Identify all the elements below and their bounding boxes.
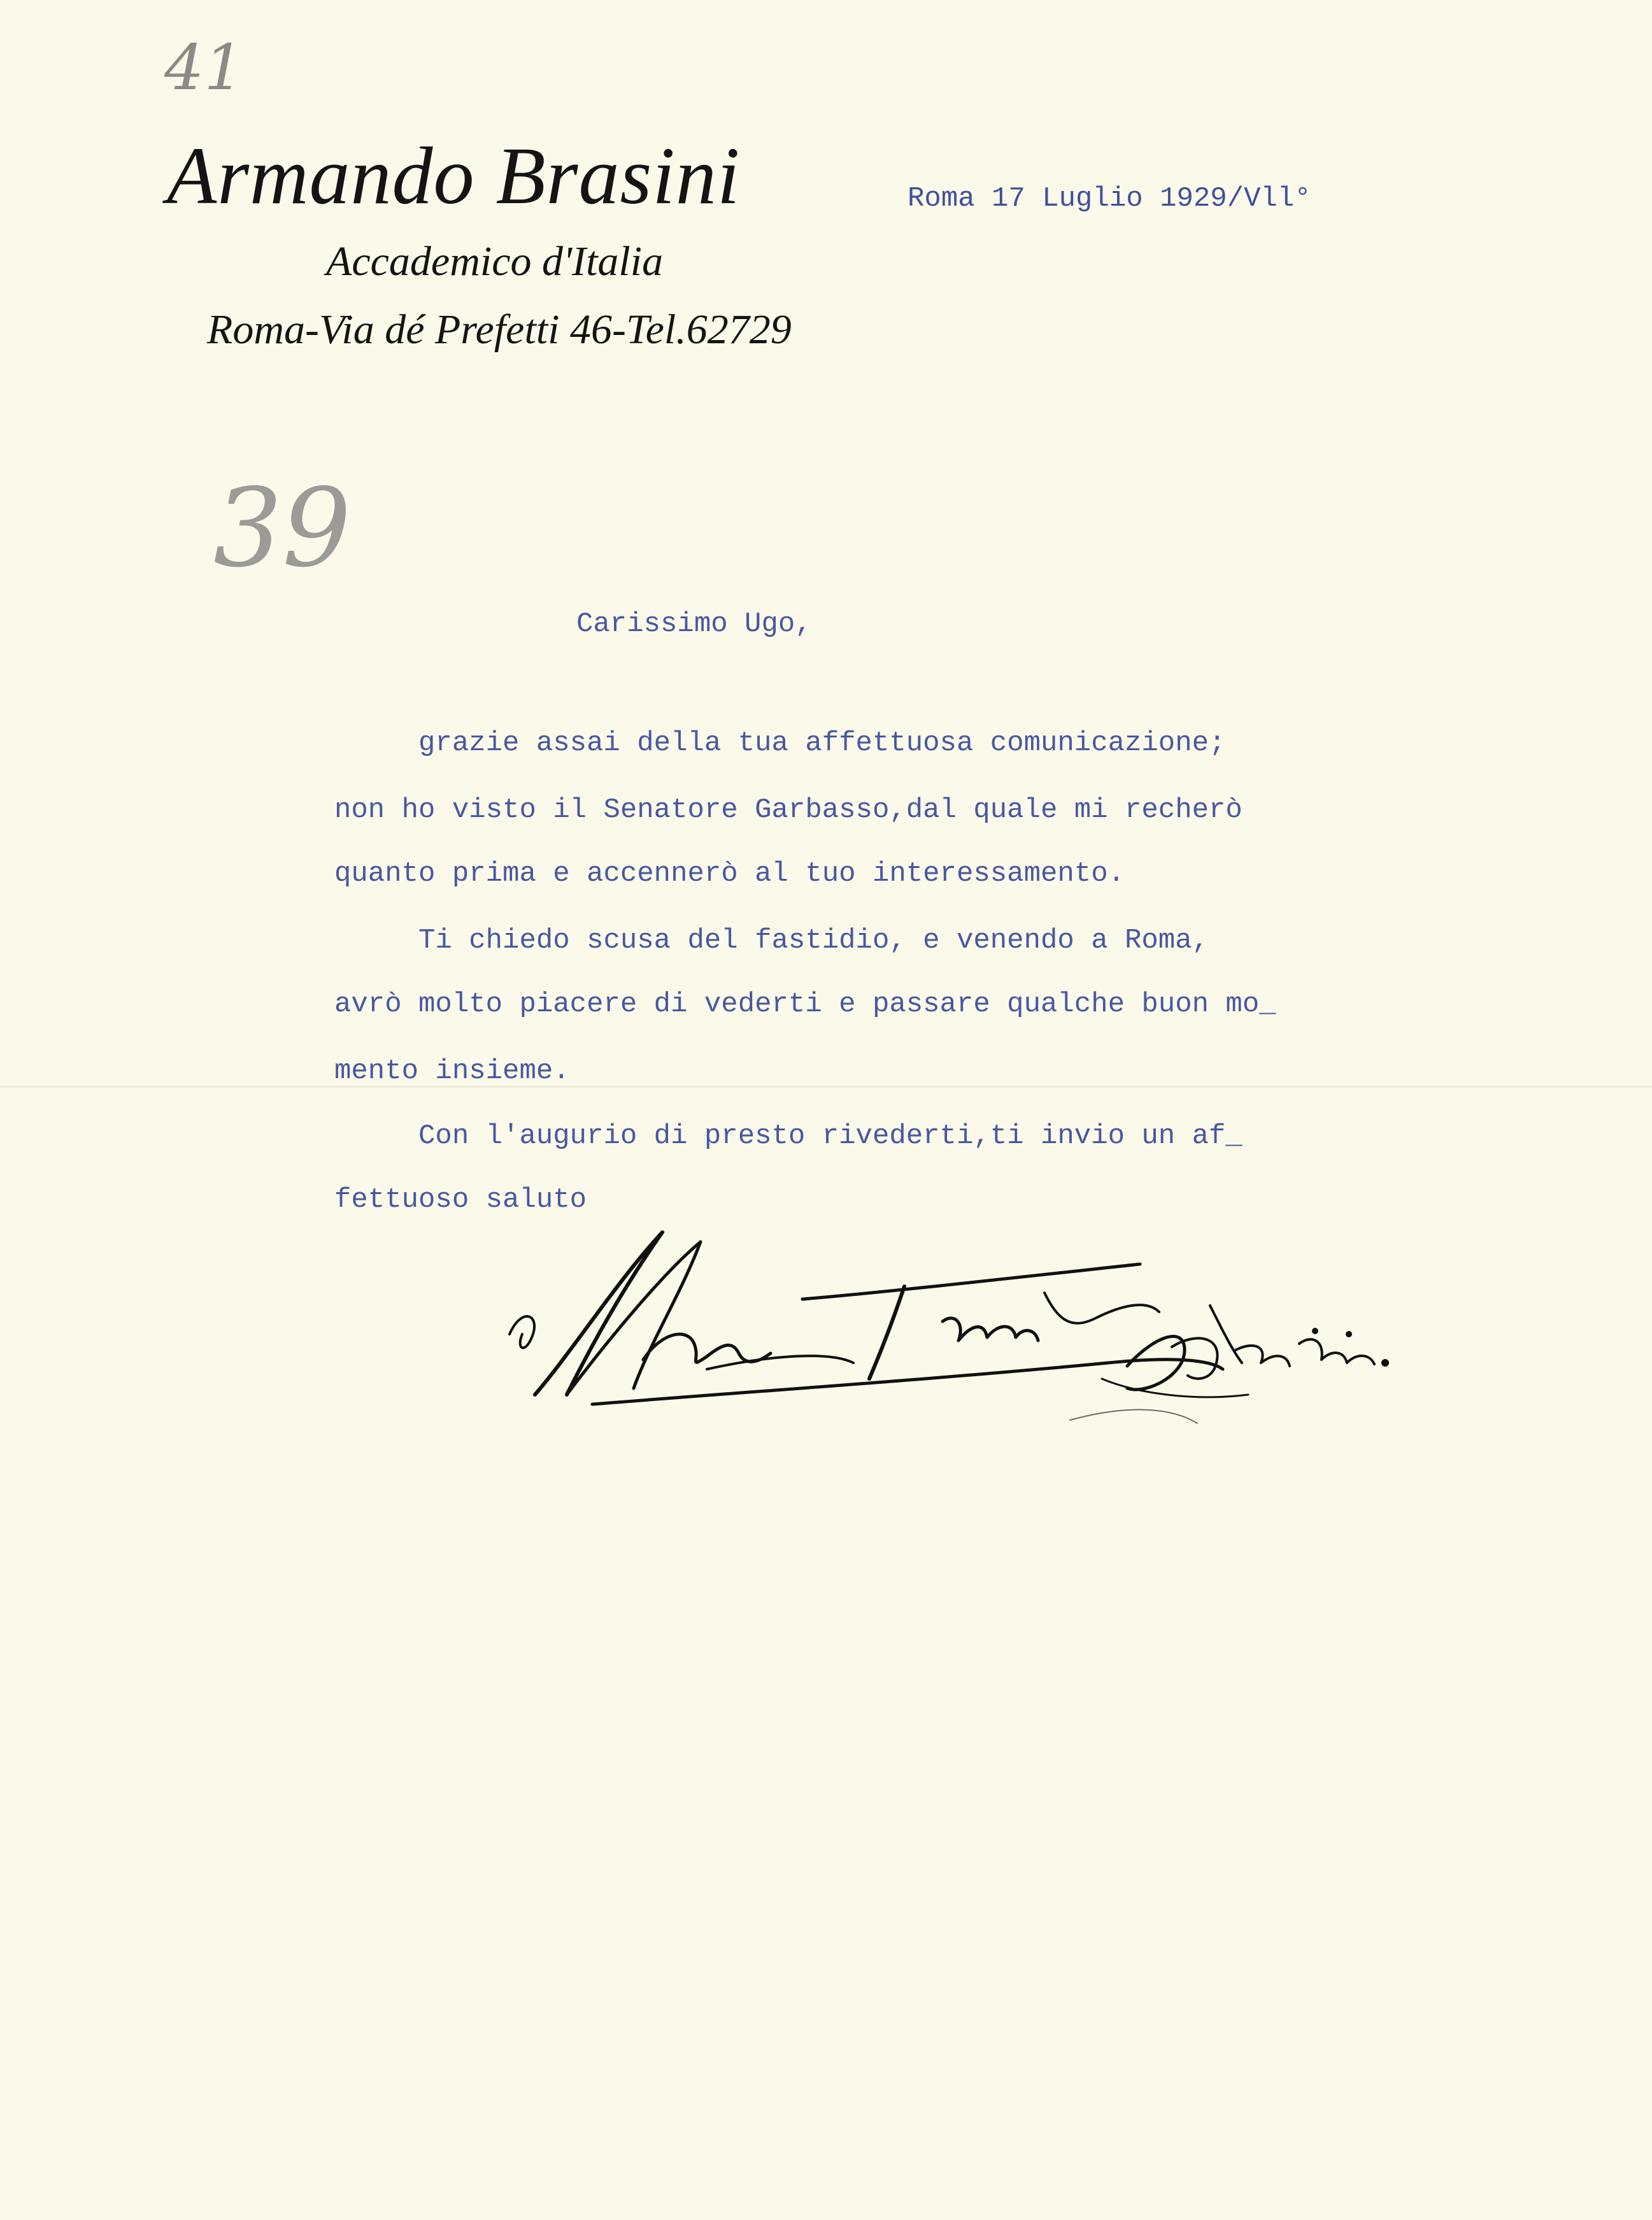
body-line-4: Ti chiedo scusa del fastidio, e venendo a Roma, [334,925,1209,957]
date-line: Roma 17 Luglio 1929/Vll° [908,183,1311,215]
pencil-annotation-middle: 39 [213,466,352,592]
paper-fold-line [0,1086,1652,1088]
body-line-7: Con l'augurio di presto rivederti,ti invio un af_ [334,1120,1243,1152]
salutation: Carissimo Ugo, [576,608,812,640]
letterhead-title: Accademico d'Italia [326,238,664,285]
pencil-annotation-top: 41 [164,32,244,104]
body-line-3: quanto prima e accennerò al tuo interessamento. [334,858,1125,890]
handwritten-signature [497,1204,1554,1497]
body-line-6: mento insieme. [334,1055,570,1087]
letterhead-name: Armando Brasini [167,131,741,221]
body-line-2: non ho visto il Senatore Garbasso,dal quale mi recherò [334,794,1243,826]
body-line-5: avrò molto piacere di vederti e passare qualche buon mo_ [334,988,1276,1020]
letterhead-address: Roma-Via dé Prefetti 46-Tel.62729 [207,306,792,353]
body-line-8: fettuoso saluto [334,1184,587,1216]
body-line-1: grazie assai della tua affettuosa comunicazione; [334,727,1226,759]
